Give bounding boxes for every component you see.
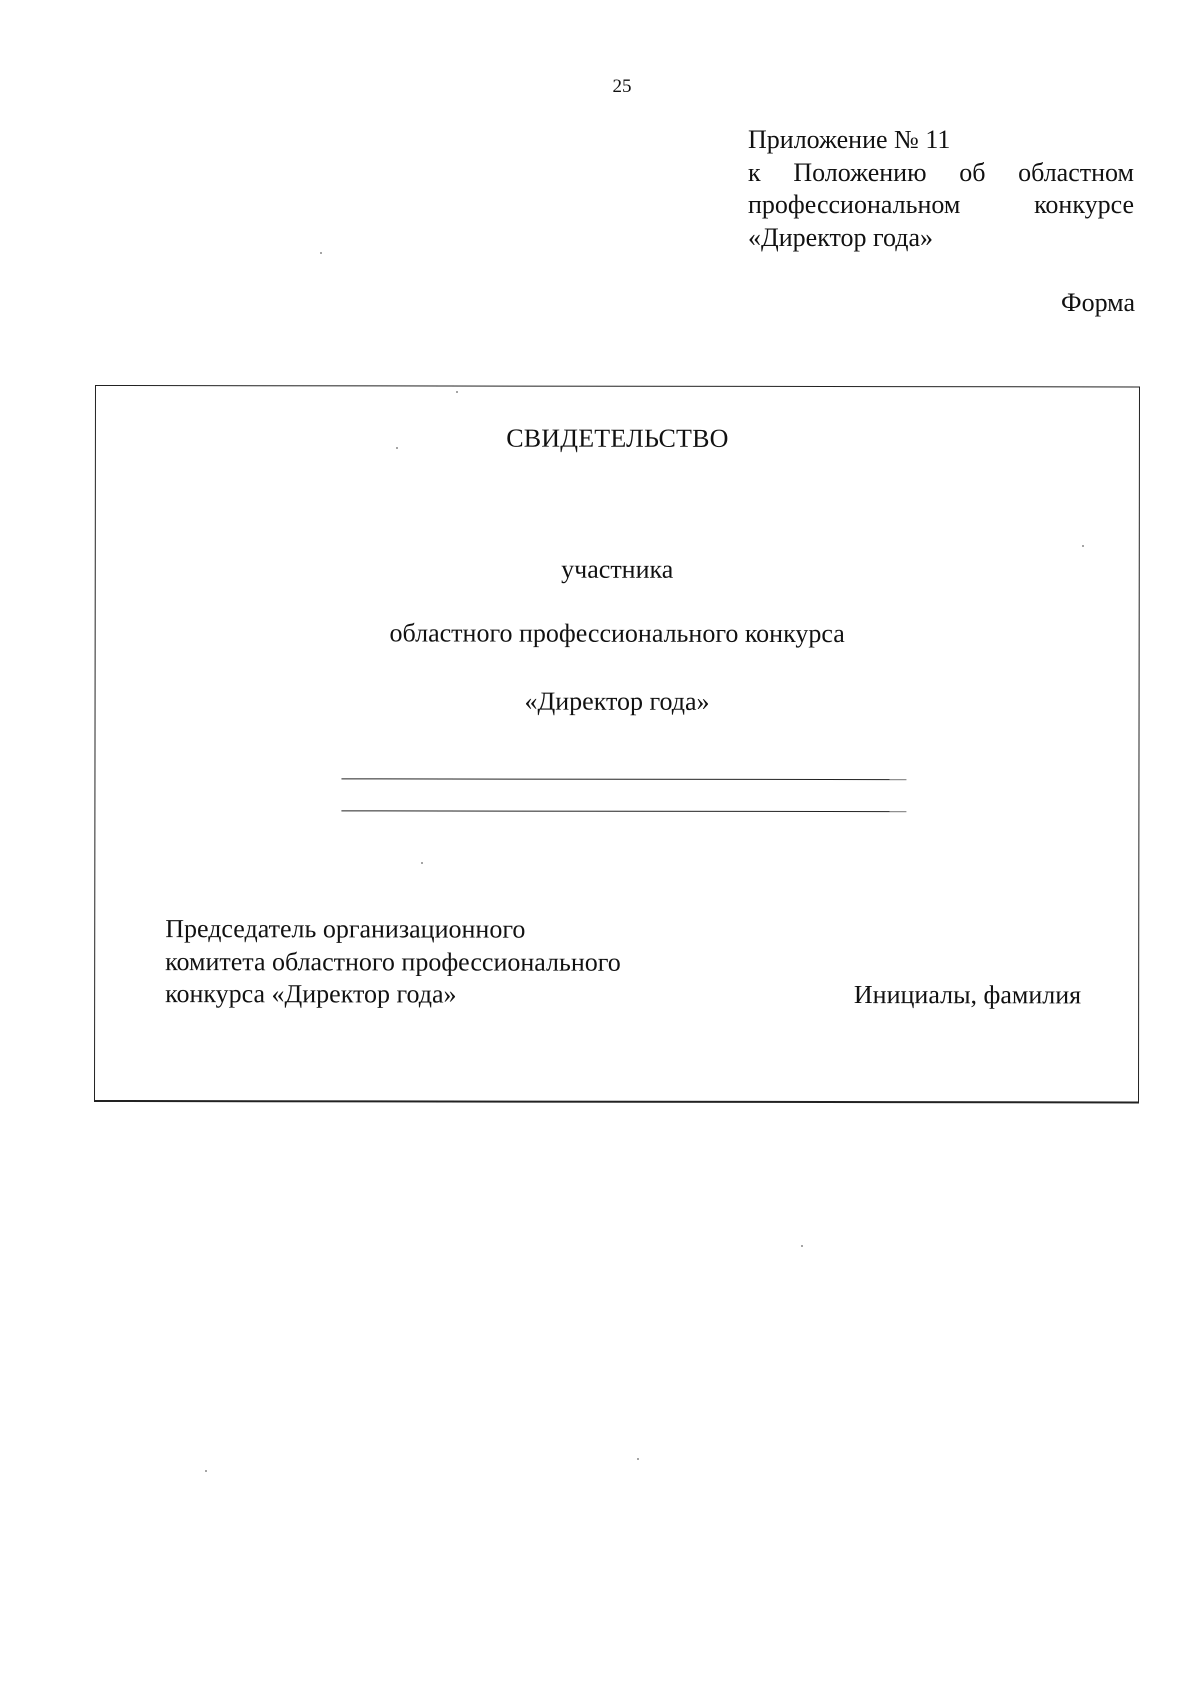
scan-speck — [456, 391, 458, 393]
chairman-line-1: Председатель организационного — [165, 914, 526, 944]
page-number: 25 — [612, 76, 632, 97]
appendix-reference-line-3: «Директор года» — [748, 222, 934, 252]
scan-speck — [1082, 545, 1084, 547]
certificate-frame — [94, 385, 1140, 1103]
appendix-number: Приложение № 11 — [748, 125, 951, 154]
chairman-signature-block — [165, 913, 621, 1011]
appendix-reference-line-1: к Положению об областном — [748, 157, 1134, 187]
certificate-participant-line: участника — [561, 554, 674, 584]
scan-speck — [320, 252, 322, 254]
name-fill-line-2 — [341, 810, 906, 812]
certificate-contest-line: областного профессионального конкурса — [389, 618, 845, 649]
appendix-reference-line-2: профессиональном конкурсе — [748, 190, 1134, 219]
scan-speck — [421, 862, 423, 864]
signature-initials: Инициалы, фамилия — [853, 980, 1082, 1010]
scan-speck — [637, 1458, 639, 1460]
scan-speck — [205, 1470, 207, 1472]
certificate-title: СВИДЕТЕЛЬСТВО — [506, 423, 729, 453]
scan-speck — [801, 1245, 803, 1247]
scan-speck — [396, 447, 398, 449]
appendix-block — [748, 124, 1134, 254]
name-fill-line-1 — [341, 778, 906, 780]
certificate-contest-name: «Директор года» — [524, 686, 710, 716]
chairman-line-3: конкурса «Директор года» — [165, 979, 457, 1009]
chairman-line-2: комитета областного профессионального — [165, 946, 621, 977]
form-label: Форма — [1061, 288, 1135, 317]
